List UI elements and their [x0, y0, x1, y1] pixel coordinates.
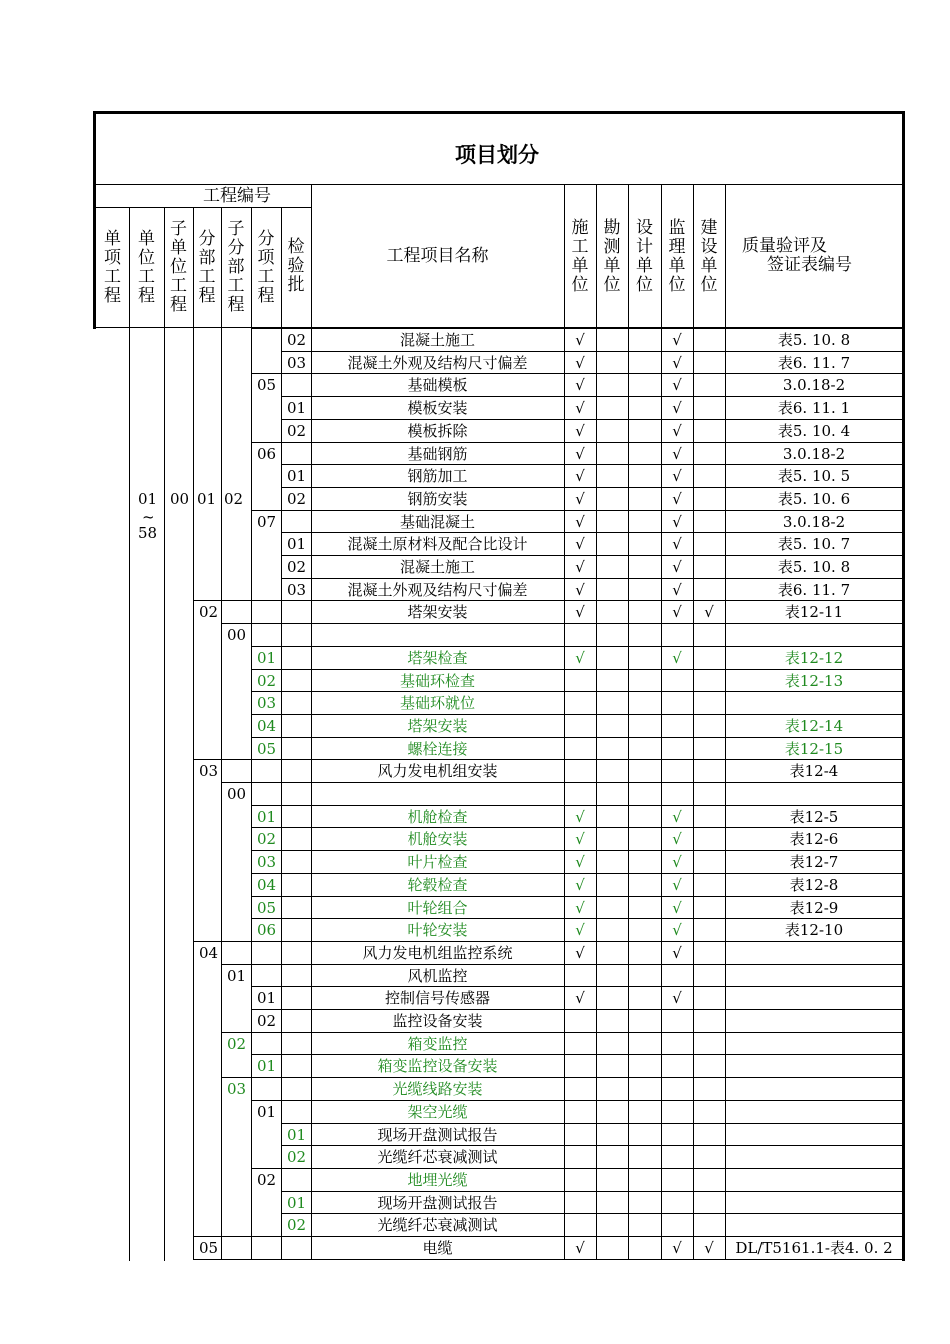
row-line [281, 396, 903, 397]
form-number: 表6. 11. 1 [777, 399, 851, 418]
col-line-division [193, 328, 194, 1259]
sub-division-code: 02 [227, 1034, 247, 1053]
check-mark: √ [575, 467, 585, 486]
col-sub-unit-header: 子 单 位 工 程 [170, 219, 187, 315]
check-mark: √ [672, 353, 682, 372]
check-mark: √ [672, 376, 682, 395]
col-sub-division-header: 子 分 部 工 程 [227, 219, 245, 315]
item-code: 05 [257, 739, 277, 758]
check-mark: √ [672, 875, 682, 894]
item-code: 05 [257, 898, 277, 917]
item-name: 监控设备安装 [392, 1012, 483, 1030]
check-mark: √ [575, 943, 585, 962]
check-mark: √ [575, 807, 585, 826]
batch-code: 03 [287, 353, 307, 372]
check-mark: √ [575, 489, 585, 508]
title-bottom-line [96, 184, 903, 185]
batch-code: 02 [287, 331, 307, 349]
form-number: 表12-10 [784, 921, 844, 940]
check-mark: √ [575, 875, 585, 894]
form-number: 表12-6 [789, 830, 839, 849]
col-construction-header: 施 工 单 位 [571, 218, 589, 295]
form-number: 表12-5 [789, 807, 839, 826]
check-mark: √ [575, 535, 585, 554]
form-number: 表6. 11. 7 [777, 580, 851, 599]
form-number: DL/T5161.1-表4. 0. 2 [735, 1239, 893, 1257]
form-number: 3.0.18-2 [782, 376, 846, 395]
item-name: 混凝土原材料及配合比设计 [347, 535, 528, 554]
form-number: 3.0.18-2 [782, 444, 846, 463]
form-number: 表12-15 [784, 739, 844, 758]
item-name: 叶轮安装 [407, 921, 468, 940]
item-name: 混凝土施工 [399, 558, 475, 576]
row-line [251, 442, 903, 443]
item-name: 光缆线路安装 [392, 1080, 483, 1099]
form-number: 表12-8 [789, 875, 839, 894]
item-code: 01 [257, 807, 277, 826]
row-line [281, 1123, 903, 1124]
item-name: 现场开盘测试报告 [377, 1193, 498, 1212]
check-mark: √ [575, 853, 585, 872]
header-col-line [193, 207, 194, 328]
row-line [251, 373, 903, 374]
check-mark: √ [672, 421, 682, 440]
item-code: 06 [257, 921, 277, 940]
item-name: 箱变监控设备安装 [377, 1057, 498, 1076]
check-mark: √ [672, 580, 682, 599]
item-name: 塔架安装 [407, 603, 468, 622]
row-line [251, 986, 903, 987]
row-line [281, 419, 903, 420]
item-code: 07 [257, 512, 277, 531]
check-mark: √ [672, 989, 682, 1008]
division-code: 03 [199, 762, 219, 781]
col-batch-header: 检 验 批 [287, 237, 305, 295]
check-mark: √ [575, 1239, 585, 1257]
col-supervision-header: 监 理 单 位 [668, 218, 686, 295]
row-line [281, 487, 903, 488]
row-line [251, 328, 903, 329]
col-form-header-line2: 签证表编号 [767, 255, 852, 275]
item-code: 01 [257, 989, 277, 1008]
row-line [221, 782, 903, 783]
item-name: 风力发电机组安装 [377, 762, 498, 781]
item-name: 地埋光缆 [407, 1170, 468, 1189]
row-line [251, 1054, 903, 1055]
form-number: 表12-13 [784, 671, 844, 690]
row-line [251, 1168, 903, 1169]
col-owner-header: 建 设 单 位 [700, 218, 718, 295]
form-number: 表12-4 [789, 762, 839, 781]
form-number: 表12-11 [784, 603, 844, 622]
item-code: 01 [257, 1057, 277, 1076]
col-line-sub-unit [164, 328, 165, 1261]
item-name: 机舱检查 [407, 807, 468, 826]
form-number: 表5. 10. 4 [777, 421, 851, 440]
item-name: 基础混凝土 [399, 512, 475, 531]
check-mark: √ [575, 444, 585, 463]
row-line [251, 737, 903, 738]
col-name-header: 工程项目名称 [386, 246, 489, 266]
batch-code: 01 [287, 535, 307, 554]
batch-code: 01 [287, 467, 307, 486]
header-col-line [251, 207, 252, 328]
item-code: 03 [257, 853, 277, 872]
col-unit-item-header: 单 项 工 程 [104, 229, 121, 306]
page-title: 项目划分 [455, 143, 539, 167]
col-division-header: 分 部 工 程 [198, 229, 216, 306]
row-line [221, 964, 903, 965]
row-line [251, 1009, 903, 1010]
row-line [221, 1032, 903, 1033]
division-code: 05 [199, 1239, 219, 1257]
row-line [251, 918, 903, 919]
form-number: 表6. 11. 7 [777, 353, 851, 372]
check-mark: √ [672, 331, 682, 349]
row-line [193, 600, 903, 601]
check-mark: √ [672, 830, 682, 849]
item-name: 叶轮组合 [407, 898, 468, 917]
item-name: 混凝土施工 [399, 331, 475, 349]
batch-code: 02 [287, 1216, 307, 1235]
item-code: 03 [257, 694, 277, 713]
form-number: 表5. 10. 6 [777, 489, 851, 508]
item-name: 箱变监控 [407, 1034, 468, 1053]
col-line [693, 328, 694, 1259]
batch-code: 03 [287, 580, 307, 599]
division-code: 01 [197, 489, 217, 508]
row-line [281, 578, 903, 579]
item-name: 轮毂检查 [407, 875, 468, 894]
sub-division-code: 01 [227, 966, 247, 985]
batch-code: 01 [287, 1125, 307, 1144]
check-mark: √ [672, 558, 682, 576]
header-col-line [129, 207, 130, 328]
col-survey-header: 勘 测 单 位 [603, 218, 621, 295]
row-line [251, 669, 903, 670]
item-name: 塔架检查 [407, 648, 468, 667]
row-line [251, 850, 903, 851]
sub-unit-code: 00 [170, 489, 190, 508]
item-name: 光缆纤芯衰减测试 [377, 1216, 498, 1235]
check-mark: √ [575, 421, 585, 440]
sub-division-code: 03 [227, 1080, 247, 1099]
item-name: 钢筋安装 [407, 489, 468, 508]
item-name: 塔架安装 [407, 716, 468, 735]
item-name: 基础模板 [407, 376, 468, 395]
form-number: 表12-14 [784, 716, 844, 735]
col-item-header: 分 项 工 程 [257, 229, 275, 306]
row-line [193, 1259, 903, 1260]
check-mark: √ [672, 512, 682, 531]
header-col-line [221, 207, 222, 328]
header-col-line [281, 207, 282, 328]
item-name: 基础环就位 [399, 694, 475, 713]
check-mark: √ [672, 921, 682, 940]
check-mark: √ [575, 603, 585, 622]
item-name: 风力发电机组监控系统 [362, 943, 513, 962]
item-name: 模板拆除 [407, 421, 468, 440]
row-line [251, 805, 903, 806]
item-code: 01 [257, 1102, 277, 1121]
check-mark: √ [575, 989, 585, 1008]
item-name: 模板安装 [407, 399, 468, 418]
item-code: 06 [257, 444, 277, 463]
batch-code: 02 [287, 421, 307, 440]
item-code: 02 [257, 830, 277, 849]
check-mark: √ [575, 648, 585, 667]
form-number: 表5. 10. 5 [777, 467, 851, 486]
check-mark: √ [672, 603, 682, 622]
header-top-border [93, 111, 905, 114]
row-line [251, 714, 903, 715]
check-mark: √ [672, 444, 682, 463]
item-name: 基础钢筋 [407, 444, 468, 463]
row-line [251, 1100, 903, 1101]
item-code: 02 [257, 1012, 277, 1030]
item-code: 02 [257, 1170, 277, 1189]
code-group-label: 工程编号 [203, 186, 271, 206]
header-left-border [93, 111, 96, 329]
check-mark: √ [672, 648, 682, 667]
item-name: 混凝土外观及结构尺寸偏差 [347, 353, 528, 372]
check-mark: √ [575, 353, 585, 372]
row-line [193, 941, 903, 942]
item-name: 风机监控 [407, 966, 468, 985]
check-mark: √ [575, 580, 585, 599]
row-line [281, 351, 903, 352]
col-line-unit [129, 328, 130, 1261]
check-mark: √ [672, 853, 682, 872]
item-name: 机舱安装 [407, 830, 468, 849]
check-mark: √ [672, 943, 682, 962]
row-line [281, 1145, 903, 1146]
form-number: 表12-12 [784, 648, 844, 667]
check-mark: √ [704, 603, 714, 622]
item-name: 基础环检查 [399, 671, 475, 690]
unit-code-start: 01 [138, 489, 158, 508]
unit-code-end: 58 [138, 523, 158, 542]
row-line [251, 510, 903, 511]
item-name: 控制信号传感器 [384, 989, 490, 1008]
batch-code: 01 [287, 1193, 307, 1212]
row-line [281, 464, 903, 465]
check-mark: √ [575, 512, 585, 531]
batch-code: 01 [287, 399, 307, 418]
batch-code: 02 [287, 1148, 307, 1167]
check-mark: √ [575, 830, 585, 849]
row-line [193, 1236, 903, 1237]
check-mark: √ [704, 1239, 714, 1257]
row-line [281, 555, 903, 556]
check-mark: √ [672, 807, 682, 826]
item-name: 电缆 [422, 1239, 453, 1257]
header-col-line [725, 184, 726, 328]
item-name: 混凝土外观及结构尺寸偏差 [347, 580, 528, 599]
check-mark: √ [672, 399, 682, 418]
division-code: 04 [199, 943, 219, 962]
form-number: 表5. 10. 7 [777, 535, 851, 554]
batch-code: 02 [287, 489, 307, 508]
check-mark: √ [672, 898, 682, 917]
col-line [725, 328, 726, 1259]
item-name: 螺栓连接 [407, 739, 468, 758]
form-number: 表5. 10. 8 [777, 558, 851, 576]
check-mark: √ [672, 467, 682, 486]
check-mark: √ [575, 399, 585, 418]
item-name: 钢筋加工 [407, 467, 468, 486]
batch-code: 02 [287, 558, 307, 576]
check-mark: √ [575, 558, 585, 576]
check-mark: √ [672, 1239, 682, 1257]
row-line [281, 1191, 903, 1192]
form-number: 表12-7 [789, 853, 839, 872]
check-mark: √ [672, 489, 682, 508]
sub-division-code: 02 [224, 489, 244, 508]
row-line [251, 827, 903, 828]
col-line [221, 328, 222, 1259]
row-line [221, 1077, 903, 1078]
form-number: 表12-9 [789, 898, 839, 917]
item-name: 叶片检查 [407, 853, 468, 872]
col-form-header-line1: 质量验评及 [742, 236, 827, 256]
check-mark: √ [672, 535, 682, 554]
row-line [251, 896, 903, 897]
division-code: 02 [199, 603, 219, 622]
item-name: 架空光缆 [407, 1102, 468, 1121]
sub-division-code: 00 [227, 785, 247, 803]
item-code: 04 [257, 875, 277, 894]
header-col-line [693, 184, 694, 328]
col-unit-header: 单 位 工 程 [138, 229, 155, 306]
item-name: 现场开盘测试报告 [377, 1125, 498, 1144]
item-name: 光缆纤芯衰减测试 [377, 1148, 498, 1167]
sub-division-code: 00 [227, 626, 247, 645]
unit-code-tilde: ~ [142, 507, 155, 526]
col-design-header: 设 计 单 位 [636, 218, 653, 295]
check-mark: √ [575, 898, 585, 917]
check-mark: √ [575, 331, 585, 349]
header-col-line [164, 207, 165, 328]
form-number: 表5. 10. 8 [777, 331, 851, 349]
col-line [661, 328, 662, 1259]
form-number: 3.0.18-2 [782, 512, 846, 531]
item-code: 05 [257, 376, 277, 395]
row-line [251, 646, 903, 647]
row-line [281, 532, 903, 533]
row-line [251, 691, 903, 692]
item-code: 01 [257, 648, 277, 667]
row-line [281, 1213, 903, 1214]
check-mark: √ [575, 921, 585, 940]
row-line [251, 873, 903, 874]
row-line [193, 759, 903, 760]
header-col-line [661, 184, 662, 328]
check-mark: √ [575, 376, 585, 395]
item-code: 02 [257, 671, 277, 690]
row-line [221, 623, 903, 624]
item-code: 04 [257, 716, 277, 735]
